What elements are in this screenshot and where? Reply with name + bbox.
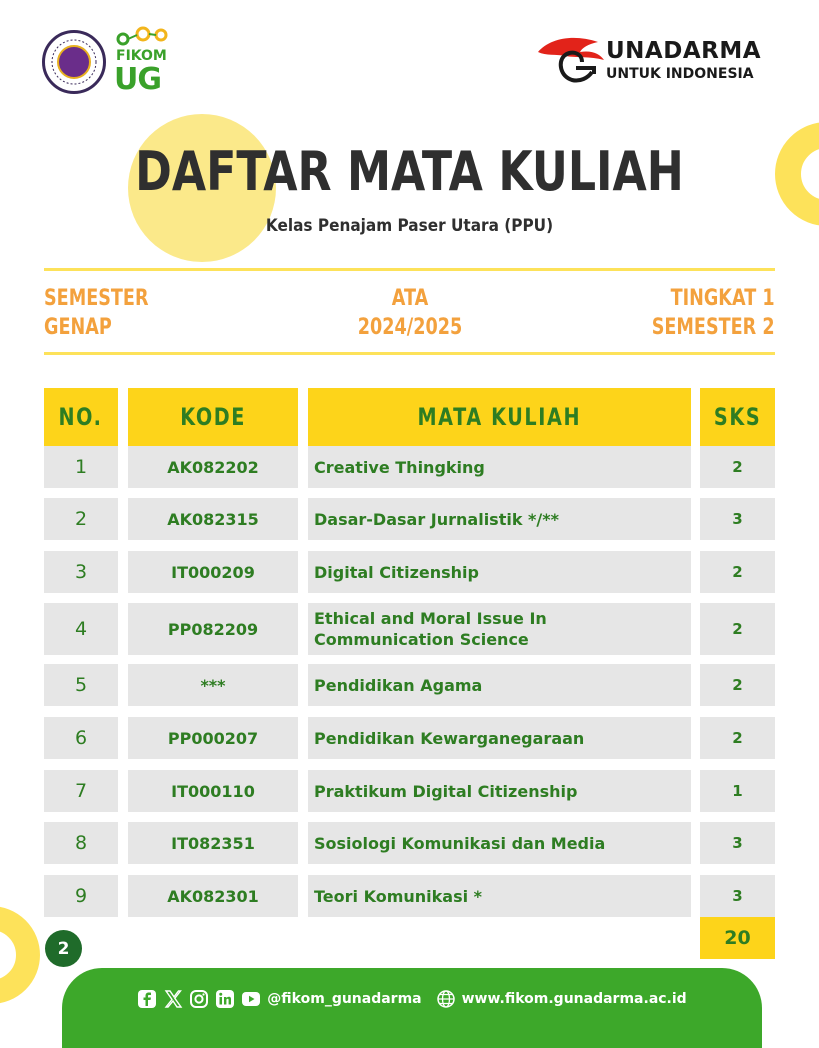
page-subtitle: Kelas Penajam Paser Utara (PPU) bbox=[265, 216, 554, 236]
column-header-no: NO. bbox=[44, 388, 118, 446]
cell-mata-kuliah bbox=[308, 770, 691, 812]
cell-sks: 1 bbox=[700, 770, 775, 812]
unadarma-emblem-icon bbox=[536, 34, 606, 86]
decorative-ring-right bbox=[775, 122, 819, 226]
website-link[interactable]: www.fikom.gunadarma.ac.id bbox=[461, 991, 687, 1007]
course-name: Ethical and Moral Issue In bbox=[314, 609, 547, 628]
level-label: TINGKAT 1 bbox=[670, 286, 775, 311]
total-sks: 20 bbox=[700, 917, 775, 959]
cell-kode: IT000110 bbox=[128, 770, 298, 812]
facebook-icon[interactable] bbox=[137, 989, 157, 1009]
cell-sks: 2 bbox=[700, 717, 775, 759]
academic-year-value: 2024/2025 bbox=[357, 315, 463, 340]
cell-no: 4 bbox=[44, 603, 118, 655]
cell-sks: 3 bbox=[700, 498, 775, 540]
semester-label: SEMESTER bbox=[44, 286, 149, 311]
cell-no: 9 bbox=[44, 875, 118, 917]
decorative-ring-left bbox=[0, 906, 40, 1004]
footer-content bbox=[62, 984, 762, 1014]
social-handle[interactable]: @fikom_gunadarma bbox=[267, 991, 422, 1007]
course-name-line2: Communication Science bbox=[314, 630, 529, 649]
course-name: Digital Citizenship bbox=[314, 562, 479, 582]
cell-sks: 2 bbox=[700, 551, 775, 593]
cell-mata-kuliah bbox=[308, 551, 691, 593]
cell-kode: AK082202 bbox=[128, 446, 298, 488]
cell-kode: AK082301 bbox=[128, 875, 298, 917]
divider-top bbox=[44, 268, 775, 271]
globe-icon bbox=[436, 989, 456, 1009]
cell-sks: 2 bbox=[700, 603, 775, 655]
fikom-dots-icon bbox=[116, 26, 168, 46]
x-icon[interactable] bbox=[163, 989, 183, 1009]
youtube-icon[interactable] bbox=[241, 989, 261, 1009]
course-name: Pendidikan Agama bbox=[314, 675, 483, 695]
brand-title: UNADARMA bbox=[606, 38, 762, 64]
cell-sks: 3 bbox=[700, 875, 775, 917]
column-header-mata-kuliah: MATA KULIAH bbox=[308, 388, 691, 446]
linkedin-icon[interactable] bbox=[215, 989, 235, 1009]
university-logo bbox=[42, 30, 106, 94]
course-name: Dasar-Dasar Jurnalistik */** bbox=[314, 509, 559, 529]
cell-mata-kuliah bbox=[308, 822, 691, 864]
instagram-icon[interactable] bbox=[189, 989, 209, 1009]
cell-mata-kuliah bbox=[308, 875, 691, 917]
cell-no: 8 bbox=[44, 822, 118, 864]
cell-kode: IT000209 bbox=[128, 551, 298, 593]
page-title: DAFTAR MATA KULIAH bbox=[135, 140, 684, 203]
cell-mata-kuliah bbox=[308, 498, 691, 540]
cell-no: 3 bbox=[44, 551, 118, 593]
course-name: Pendidikan Kewarganegaraan bbox=[314, 728, 585, 748]
cell-mata-kuliah bbox=[308, 717, 691, 759]
semester-info bbox=[44, 284, 149, 342]
page-number-badge: 2 bbox=[45, 930, 82, 967]
seal-ring-icon bbox=[45, 33, 103, 91]
course-name: Sosiologi Komunikasi dan Media bbox=[314, 833, 606, 853]
academic-year-label: ATA bbox=[391, 286, 429, 311]
column-header-sks: SKS bbox=[700, 388, 775, 446]
divider-bottom bbox=[44, 352, 775, 355]
fikom-ug-logo bbox=[114, 26, 174, 96]
ug-logo-text: UG bbox=[114, 62, 161, 97]
cell-mata-kuliah bbox=[308, 446, 691, 488]
course-name: Teori Komunikasi * bbox=[314, 886, 483, 906]
unadarma-logo bbox=[536, 34, 786, 86]
cell-no: 7 bbox=[44, 770, 118, 812]
brand-subtitle: UNTUK INDONESIA bbox=[606, 66, 754, 82]
cell-sks: 2 bbox=[700, 664, 775, 706]
column-header-kode: KODE bbox=[128, 388, 298, 446]
cell-no: 6 bbox=[44, 717, 118, 759]
cell-kode: IT082351 bbox=[128, 822, 298, 864]
course-name: Creative Thingking bbox=[314, 457, 485, 477]
cell-sks: 3 bbox=[700, 822, 775, 864]
cell-no: 5 bbox=[44, 664, 118, 706]
cell-kode: AK082315 bbox=[128, 498, 298, 540]
cell-sks: 2 bbox=[700, 446, 775, 488]
academic-year-info bbox=[330, 284, 490, 342]
course-name: Praktikum Digital Citizenship bbox=[314, 781, 578, 801]
fikom-logo-text: FIKOM bbox=[116, 48, 167, 64]
cell-kode: PP000207 bbox=[128, 717, 298, 759]
level-semester: SEMESTER 2 bbox=[652, 315, 775, 340]
semester-value: GENAP bbox=[44, 315, 112, 340]
level-info bbox=[652, 284, 775, 342]
cell-no: 1 bbox=[44, 446, 118, 488]
cell-no: 2 bbox=[44, 498, 118, 540]
cell-mata-kuliah bbox=[308, 664, 691, 706]
cell-mata-kuliah bbox=[308, 603, 691, 655]
cell-kode: *** bbox=[128, 664, 298, 706]
cell-kode: PP082209 bbox=[128, 603, 298, 655]
